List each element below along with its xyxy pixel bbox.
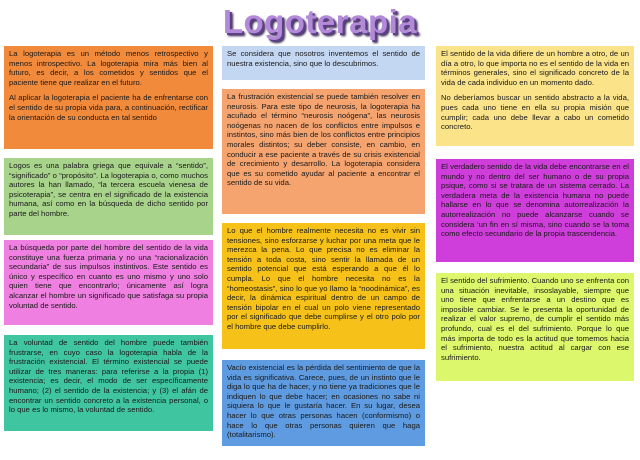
card-paragraph: El sentido del sufrimiento. Cuando uno se enfrenta con una situación inevitable, insoslayable, siempre que uno tiene que enfrentarse a un destino que es imposible cambiar. Se le presenta la oportunidad de realizar el valor supremo, de cumplir el sentido más profundo, cual es el del sufrimiento. Porque lo que más importa de todo es la actitud que tomemos hacia el sufrimiento, nuestra actitud al cargar con ese sufrimiento. — [441, 276, 629, 362]
card-vacio-existencial — [222, 360, 425, 446]
card-paragraph: Logos es una palabra griega que equivale a “sentido”, “significado” o “propósito”. La logoterapia o, como muchos autores la han llamado, “la tercera escuela vienesa de psicoterapia”, se centra en el significado de la existencia humana, así como en la búsqueda de dicho sentido por parte del hombre. — [9, 161, 208, 218]
card-frustracion-existencial — [4, 335, 213, 431]
card-paragraph: El verdadero sentido de la vida debe encontrarse en el mundo y no dentro del ser humano o de su propia psique, como si se tratara de un sistema cerrado. La verdadera meta de la existencia humana no puede hallarse en lo que se denomina autorrealización la autorrealización no puede alcanzarse cuando se considera ‘un fin en sí misma, sino cuando se la toma como efecto secundario de la propia trascendencia. — [441, 162, 629, 239]
card-paragraph: Vacío existencial es la pérdida del sentimiento de que la vida es significativa. Carece, pues, de un instinto que le diga lo que ha de hacer, y no tiene ya tradiciones que le indiquen lo que debe hacer; en ocasiones no sabe ni siquiera lo que le gustaría hacer. En su lugar, desea hacer lo que otras personas hacen (conformismo) o hace lo que otras personas quieren que haga (totalitarismo). — [227, 363, 420, 440]
card-logos-definicion — [4, 158, 213, 235]
card-paragraph: La voluntad de sentido del hombre puede también frustrarse, en cuyo caso la logoterapia habla de la frustración existencial. El término existencial se puede utilizar de tres maneras: para referirse a la propia (1) existencia; es decir, el modo de ser específicamente humano; (2) el sentido de la existencia; y (3) el afán de encontrar un sentido concreto a la existencia personal, o lo que es lo mismo, la voluntad de sentido. — [9, 338, 208, 415]
card-sentido-sufrimiento — [436, 273, 634, 381]
card-paragraph: No deberíamos buscar un sentido abstracto a la vida, pues cada uno tiene en ella su propia misión que cumplir; cada uno debe llevar a cabo un cometido concreto. — [441, 93, 629, 132]
card-descubrir-sentido — [222, 46, 425, 80]
card-paragraph: La búsqueda por parte del hombre del sentido de la vida constituye una fuerza primaria y no una “racionalización secundaria” de sus impulsos instintivos. Este sentido es único y específico en cuanto es uno mismo y uno solo quien tiene que encontrarlo; únicamente así logra alcanzar el hombre un significado que satisfaga su propia voluntad de sentido. — [9, 243, 208, 310]
card-metodo-logoterapia — [4, 46, 213, 149]
card-paragraph: Lo que el hombre realmente necesita no es vivir sin tensiones, sino esforzarse y luchar por una meta que le merezca la pena. Lo que precisa no es eliminar la tensión a toda costa, sino sentir la llamada de un sentido potencial que está esperando a que él lo cumpla. Lo que el hombre necesita no es la “homeostasis”, sino lo que yo llamo la “noodinámica”, es decir, la dinámica espiritual dentro de un campo de tensión bipolar en el cual un polo viene representado por el significado que debe cumplirse y el otro polo por el hombre que debe cumplirlo. — [227, 226, 420, 331]
card-busqueda-sentido — [4, 240, 213, 325]
card-paragraph: Se considera que nosotros inventemos el sentido de nuestra existencia, sino que lo descubrimos. — [227, 49, 420, 68]
card-paragraph: Al aplicar la logoterapia el paciente ha de enfrentarse con el sentido de su propia vida para, a continuación, rectificar la orientación de su conducta en tal sentido — [9, 93, 208, 122]
card-neurosis-noogena — [222, 89, 425, 214]
card-paragraph: La frustración existencial se puede también resolver en neurosis. Para este tipo de neurosis, la logoterapia ha acuñado el término “neurosis noógena”, las neurosis noógenas no nacen de los conflictos entre impulsos e instintos, sino más bien de los conflictos entre principios morales distintos; su deber consiste, en cambio, en conducir a ese paciente a través de su crisis existencial de crecimiento y desarrollo. La logoterapia considera que es su cometido ayudar al paciente a encontrar el sentido de su vida. — [227, 92, 420, 188]
card-noodinamica — [222, 223, 425, 349]
card-verdadero-sentido — [436, 159, 634, 262]
card-paragraph: La logoterapia es un método menos retrospectivo y menos introspectivo. La logoterapia mira más bien al futuro, es decir, a los cometidos y sentidos que el paciente tiene que realizar en el futuro. — [9, 49, 208, 87]
card-sentido-vida — [436, 46, 634, 146]
page-title: Logoterapia — [222, 3, 418, 40]
card-paragraph: El sentido de la vida difiere de un hombre a otro, de un día a otro, lo que importa no es el sentido de la vida en términos generales, sino el significado concreto de la vida de cada individuo en un momento dado. — [441, 49, 629, 87]
